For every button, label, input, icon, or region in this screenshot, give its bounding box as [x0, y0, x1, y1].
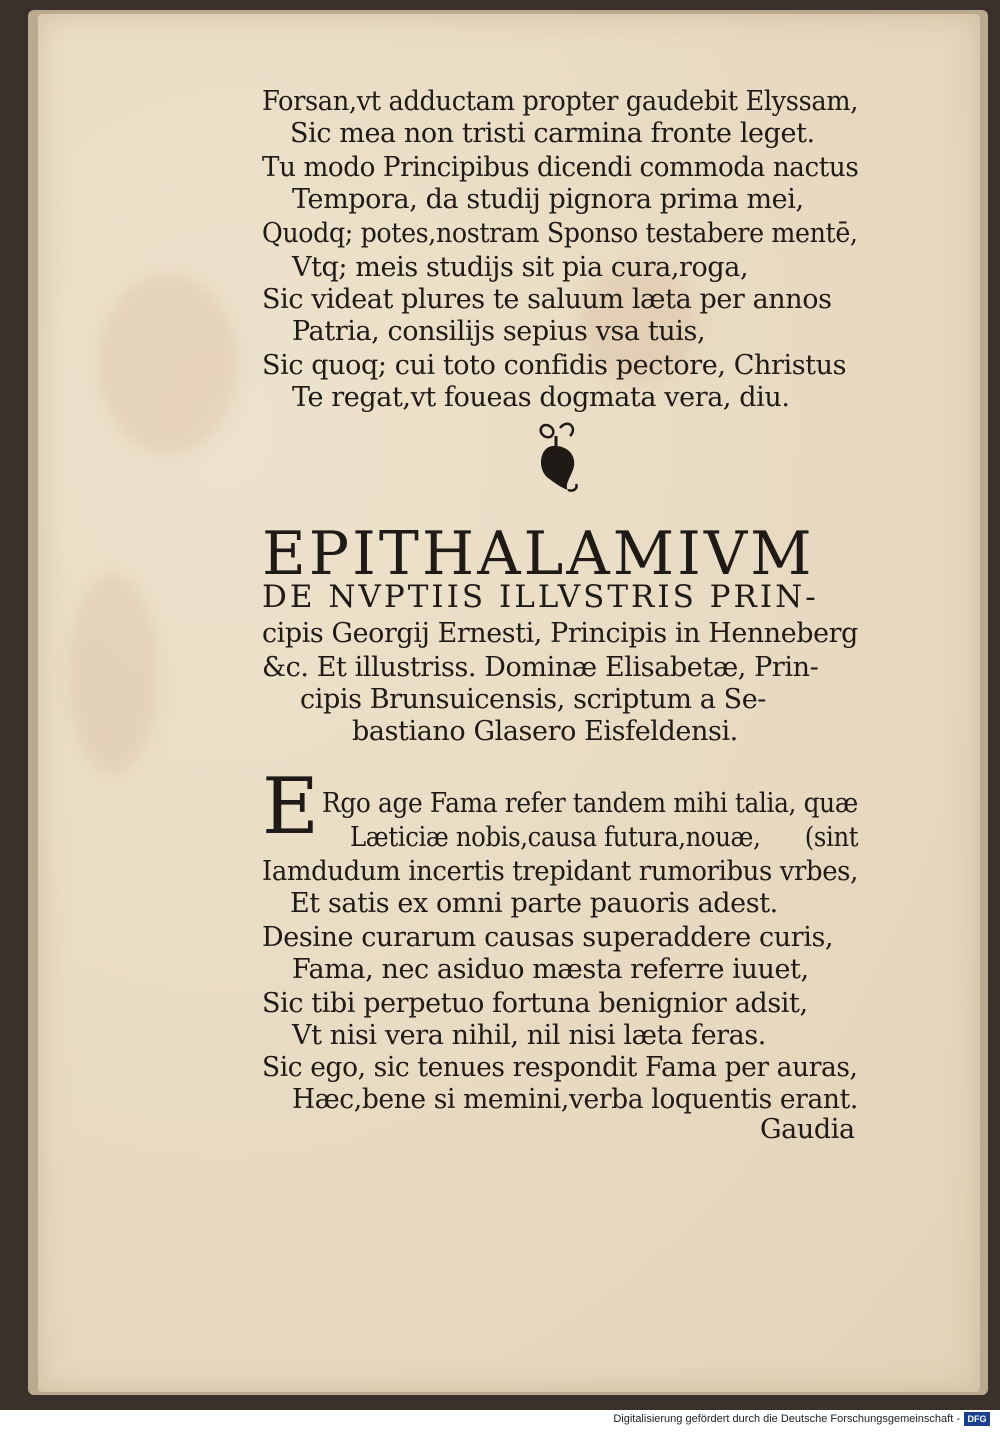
drop-cap: E [262, 762, 319, 852]
verse-line: Sic videat plures te saluum læta per annos [262, 284, 832, 315]
catchword: Gaudia [760, 1114, 855, 1145]
title-line: cipis Georgij Ernesti, Principis in Henneberg [262, 618, 858, 649]
title-line: cipis Brunsuicensis, scriptum a Se- [300, 684, 767, 715]
verse-line: Te regat,vt foueas dogmata vera, diu. [292, 382, 790, 413]
verse-line: Hæc,bene si memini,verba loquentis erant. [292, 1084, 858, 1115]
verse-line: Sic quoq; cui toto confidis pectore, Christus [262, 350, 847, 381]
verse-line: Quodq; potes,nostram Sponso testabere mentē, [262, 218, 858, 249]
verse-line: Tempora, da studij pignora prima mei, [292, 184, 804, 215]
title-subheading: DE NVPTIIS ILLVSTRIS PRIN- [262, 579, 819, 615]
verse-line: Fama, nec asiduo mæsta referre iuuet, [292, 954, 809, 985]
page-stain [68, 574, 158, 774]
footer-credit: Digitalisierung gefördert durch die Deutsche Forschungsgemeinschaft - [613, 1413, 960, 1425]
verse-line: Et satis ex omni parte pauoris adest. [290, 888, 778, 919]
verse-line: Sic ego, sic tenues respondit Fama per auras, [262, 1052, 858, 1083]
title-line: &c. Et illustriss. Dominæ Elisabetæ, Prin- [262, 652, 819, 683]
verse-line: Patria, consilijs sepius vsa tuis, [292, 316, 706, 347]
page-stain [98, 274, 238, 454]
dfg-logo: DFG [964, 1412, 990, 1426]
leaf-ornament-icon [534, 418, 584, 492]
verse-line: Desine curarum causas superaddere curis, [262, 922, 834, 953]
verse-line: Rgo age Fama refer tandem mihi talia, quæ [322, 788, 858, 819]
verse-line: Sic mea non tristi carmina fronte leget. [290, 118, 815, 149]
verse-line: Tu modo Principibus dicendi commoda nactus [262, 152, 859, 183]
verse-line: Forsan,vt adductam propter gaudebit Elyssam, [262, 86, 859, 117]
title-heading: EPITHALAMIVM [262, 519, 815, 589]
verse-line: Vtq; meis studijs sit pia cura,roga, [292, 252, 749, 283]
verse-line: Læticiæ nobis,causa futura,nouæ, (sint [350, 822, 859, 853]
verse-line: Vt nisi vera nihil, nil nisi læta feras. [292, 1020, 766, 1051]
verse-line: Iamdudum incertis trepidant rumoribus vrbes, [262, 856, 858, 887]
title-line: bastiano Glasero Eisfeldensi. [352, 716, 738, 747]
verse-line: Sic tibi perpetuo fortuna benignior adsit, [262, 988, 808, 1019]
